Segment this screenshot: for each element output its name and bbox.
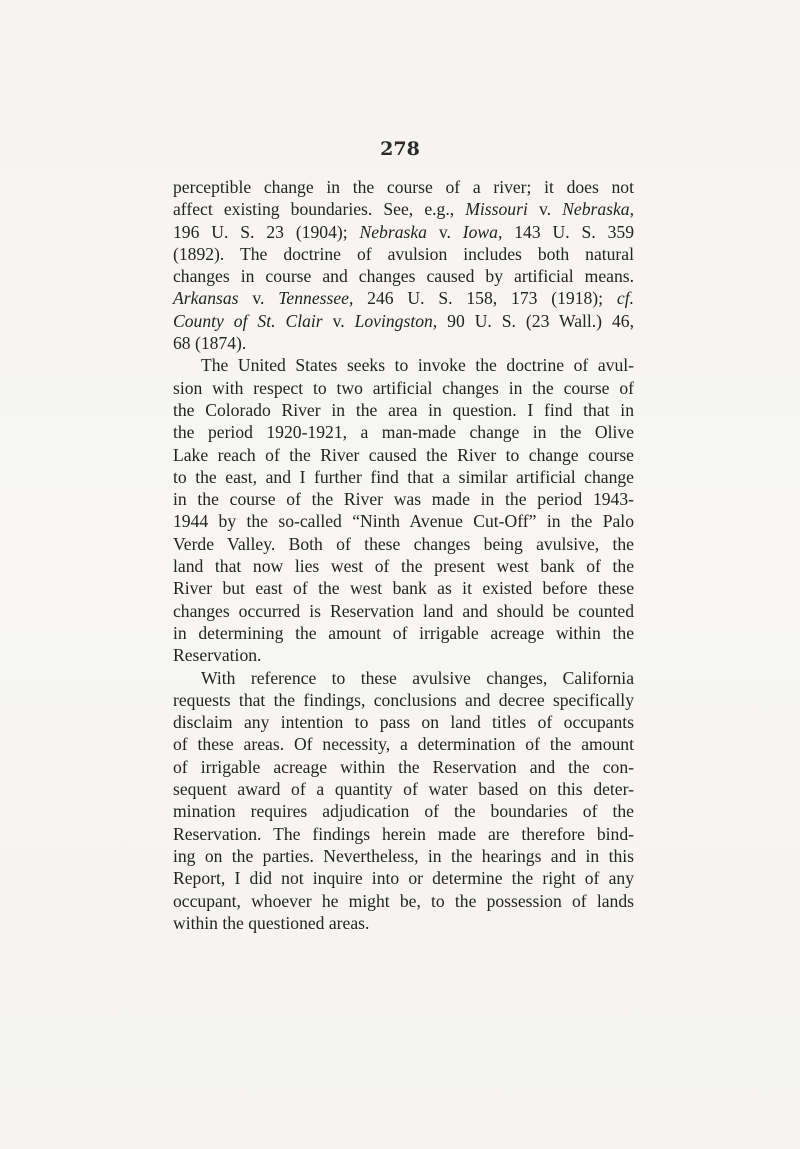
text-line: of these areas. Of necessity, a determination of the amount bbox=[173, 734, 634, 755]
text-line: in the course of the River was made in the period 1943- bbox=[173, 489, 634, 510]
text-line: Verde Valley. Both of these changes being avulsive, the bbox=[173, 533, 634, 554]
body-text bbox=[173, 176, 634, 934]
italic-case-name: County of St. Clair bbox=[173, 310, 323, 331]
text-line: The United States seeks to invoke the doctrine of avul- bbox=[201, 355, 634, 376]
text-line: With reference to these avulsive changes, California bbox=[201, 667, 634, 688]
text-line: disclaim any intention to pass on land titles of occupants bbox=[173, 712, 634, 733]
italic-case-name: Iowa, bbox=[462, 221, 503, 242]
text-line: Reservation. bbox=[173, 645, 262, 666]
paragraph-1 bbox=[173, 176, 634, 354]
text-line: sequent award of a quantity of water based on this deter- bbox=[173, 779, 634, 800]
text-line: perceptible change in the course of a river; it does not bbox=[173, 177, 634, 197]
text-line: requests that the findings, conclusions and decree specifically bbox=[173, 689, 634, 710]
italic-case-name: Tennessee, bbox=[278, 288, 354, 309]
italic-case-name: Arkansas bbox=[173, 288, 239, 309]
text-line: in determining the amount of irrigable acreage within the bbox=[173, 622, 634, 643]
text-line: land that now lies west of the present west bank of the bbox=[173, 556, 634, 577]
text-line: changes in course and changes caused by artificial means. bbox=[173, 266, 634, 287]
text-line: 1944 by the so-called “Ninth Avenue Cut-Off” in the Palo bbox=[173, 511, 634, 532]
page-number: 278 bbox=[380, 138, 420, 160]
text-line: Lake reach of the River caused the River to change course bbox=[173, 444, 634, 465]
italic-case-name: Lovingston, bbox=[354, 310, 438, 331]
paragraph-2 bbox=[173, 354, 634, 666]
italic-case-name: Missouri bbox=[465, 199, 528, 220]
text-line: ing on the parties. Nevertheless, in the hearings and in this bbox=[173, 845, 634, 866]
text-line: changes occurred is Reservation land and should be counted bbox=[173, 600, 634, 621]
text-line: (1892). The doctrine of avulsion includes both natural bbox=[173, 243, 634, 264]
italic-case-name: Nebraska, bbox=[562, 199, 634, 220]
text-line: the Colorado River in the area in question. I find that in bbox=[173, 399, 634, 420]
text-line: 196 U. S. 23 (1904); Nebraska v. Iowa, 143 U. S. 359 bbox=[173, 221, 634, 242]
italic-case-name: Nebraska bbox=[359, 221, 427, 242]
text-line: Report, I did not inquire into or determine the right of any bbox=[173, 868, 634, 889]
text-line: Arkansas v. Tennessee, 246 U. S. 158, 173 (1918); cf. bbox=[173, 288, 634, 309]
text-line: within the questioned areas. bbox=[173, 912, 370, 933]
italic-case-name: cf. bbox=[616, 288, 634, 309]
text-line: River but east of the west bank as it existed before these bbox=[173, 578, 634, 599]
text-line: affect existing boundaries. See, e.g., Missouri v. Nebraska, bbox=[173, 199, 634, 220]
text-line: to the east, and I further find that a similar artificial change bbox=[173, 466, 634, 487]
text-line: County of St. Clair v. Lovingston, 90 U. S. (23 Wall.) 46, bbox=[173, 310, 634, 331]
text-line: Reservation. The findings herein made are therefore bind- bbox=[173, 823, 634, 844]
text-line: sion with respect to two artificial changes in the course of bbox=[173, 377, 634, 398]
text-line: of irrigable acreage within the Reservation and the con- bbox=[173, 756, 634, 777]
text-line: mination requires adjudication of the boundaries of the bbox=[173, 801, 634, 822]
text-line: occupant, whoever he might be, to the possession of lands bbox=[173, 890, 634, 911]
text-line: the period 1920-1921, a man-made change in the Olive bbox=[173, 422, 634, 443]
text-line: 68 (1874). bbox=[173, 333, 247, 354]
paragraph-3 bbox=[173, 667, 634, 935]
